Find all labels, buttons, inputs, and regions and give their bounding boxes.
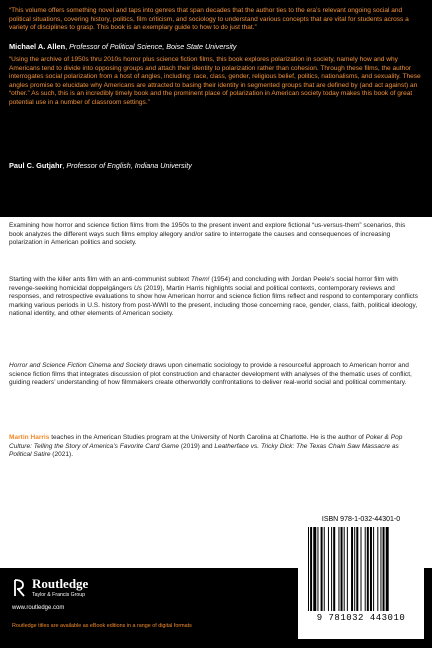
isbn-label: ISBN 978-1-032-44301-0 [321, 516, 401, 523]
barcode-icon [308, 527, 414, 613]
author-bio-text: (2021). [50, 451, 74, 459]
praise-attribution-1: Michael A. Allen, Professor of Political Science, Boise State University [9, 42, 237, 51]
book-title: Horror and Science Fiction Cinema and Society [9, 362, 147, 369]
description-text: (1954) and concluding with Jordan Peele’s social horror film with revenge-seeking homicidal doppelgängers [9, 276, 398, 292]
film-title-them: Them! [190, 276, 210, 283]
praise-attribution-2: Paul C. Gutjahr, Professor of English, Indiana University [9, 161, 192, 170]
praise-affiliation-1: Professor of Political Science, Boise State University [69, 42, 237, 51]
publisher-group: Taylor & Francis Group [32, 592, 86, 598]
praise-quote-2: “Using the archive of 1950s thru 2010s horror plus science fiction films, this book explores polarization in society, namely how and why Americans tend to divide into opposing groups and attach their identity to polarization rather than cohesion. Through these films, the author interrogates social polarization from a host of angles, including: race, class, gender, religious belief, politics, nationalisms, and sexuality. These angles promise to elucidate why Americans are attracted to basing their identity in segmented groups that are defined by (and act against) an “other.” As such, this is an incredibly timely book and the prominent place of polarization in American society today makes this book of great potential use in a number of classroom settings.” [9, 56, 421, 106]
ebook-note: Routledge titles are available as eBook editions in a range of digital formats [12, 623, 192, 629]
author-bio [9, 434, 421, 460]
film-title-us: Us [133, 284, 142, 292]
routledge-logo-icon [12, 577, 27, 599]
praise-quote-1: “This volume offers something novel and taps into genres that span decades that the author ties to the era’s relevant ongoing social and political situations, covering history, politics, film criticism, and sociology to understand various concepts that are vital for students across a variety of disciplines to grasp. This book is an exemplary guide to how to do just that.” [9, 7, 409, 32]
description-text: (2019), Martin Harris highlights social and political contexts, contemporary reviews and responses, and retrospective evaluations to show how American horror and science fiction films reflect and respond to contemporary conflicts marking various periods in U.S. history from post-WWII to the present, including those concerning race, gender, class, faith, political ideology, national identity, and other elements of American society. [9, 284, 419, 318]
author-book-title-2: Leatherface vs. Tricky Dick: The Texas Chain Saw Massacre as Political Satire [9, 442, 399, 459]
praise-panel [0, 0, 432, 217]
publisher-url[interactable]: www.routledge.com [12, 605, 65, 611]
description-text: draws upon cinematic sociology to provide a resourceful approach to American horror and science fiction films that integrates discussion of plot construction and character development with analyses of the thematic uses of conflict, guiding readers’ understanding of how filmmakers create otherworldly confrontations to deliver real-world social and political commentary. [9, 362, 412, 387]
description-paragraph-3 [9, 362, 421, 388]
description-text: Starting with the killer ants film with an anti-communist subtext [9, 276, 191, 283]
author-bio-text: teaches in the American Studies program at the University of North Carolina at Charlotte. He is the author of [49, 434, 366, 441]
praise-name-1: Michael A. Allen [9, 42, 66, 51]
barcode-digits: 9 781032 443010 [316, 613, 406, 623]
description-paragraph-2 [9, 276, 421, 319]
description-paragraph-1: Examining how horror and science fiction films from the 1950s to the present invent and explore fictional “us-versus-them” scenarios, this book analyzes the different ways such films employ allegory and/or satire to interrogate the causes and consequences of increasing polarization in American politics and society. [9, 222, 406, 247]
author-book-title-1: Poker & Pop Culture: Telling the Story of America’s Favorite Card Game [9, 434, 403, 450]
barcode-block [298, 515, 424, 639]
author-bio-text: (2019) and [179, 442, 215, 450]
praise-name-2: Paul C. Gutjahr [9, 161, 63, 170]
praise-affiliation-2: Professor of English, Indiana University [66, 161, 192, 170]
publisher-name: Routledge [32, 576, 89, 591]
author-name: Martin Harris [9, 434, 50, 441]
